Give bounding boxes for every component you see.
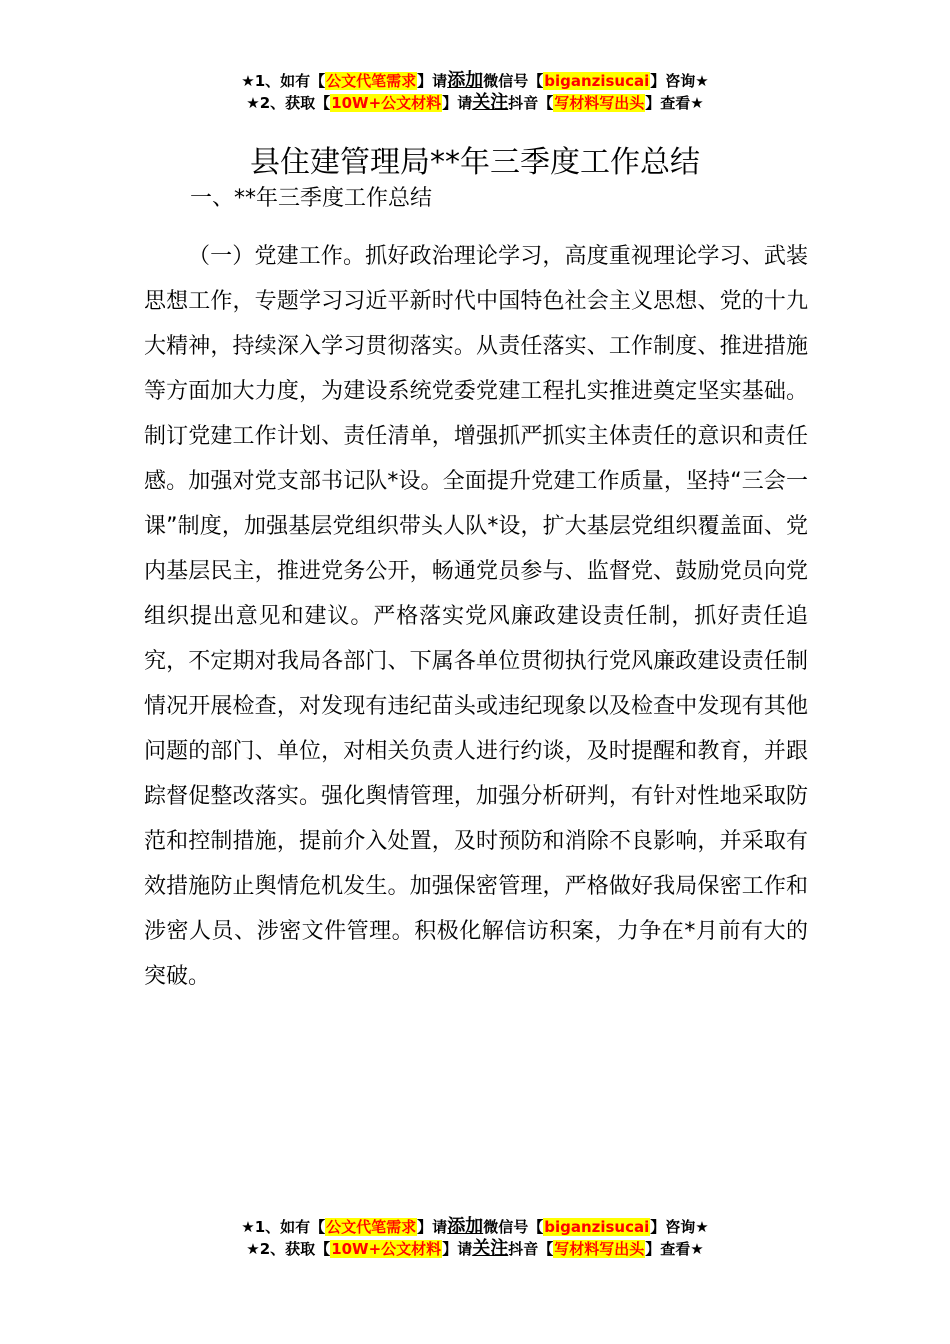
promo-underlined-text: 关注 bbox=[472, 1238, 509, 1259]
document-title: 县住建管理局**年三季度工作总结 bbox=[250, 145, 700, 181]
promo-highlight-wechat-id: biganzisucai bbox=[544, 72, 650, 90]
promo-line-1 bbox=[0, 1216, 950, 1238]
promo-text: 】咨询★ bbox=[650, 1218, 709, 1236]
promo-text: ★1、如有【 bbox=[241, 72, 326, 90]
promo-text: 抖音【 bbox=[508, 94, 554, 112]
promo-highlight-wechat-id: biganzisucai bbox=[544, 1218, 650, 1236]
section-heading: 一、**年三季度工作总结 bbox=[190, 186, 433, 211]
promo-text: 】查看★ bbox=[645, 94, 704, 112]
promo-line-2 bbox=[0, 1238, 950, 1260]
promo-text: 】请 bbox=[417, 72, 448, 90]
promo-underlined-text: 添加 bbox=[447, 1216, 484, 1237]
promo-underlined-text: 添加 bbox=[447, 70, 484, 91]
promo-text: 】请 bbox=[442, 1240, 473, 1258]
promo-text: 抖音【 bbox=[508, 1240, 554, 1258]
promo-highlight: 10W+公文材料 bbox=[331, 1240, 442, 1258]
promo-text: ★2、获取【 bbox=[246, 94, 331, 112]
top-promo-banner bbox=[0, 70, 950, 114]
promo-text: 微信号【 bbox=[483, 72, 544, 90]
promo-text: 】请 bbox=[417, 1218, 448, 1236]
promo-line-2 bbox=[0, 92, 950, 114]
promo-underlined-text: 关注 bbox=[472, 92, 509, 113]
bottom-promo-banner bbox=[0, 1216, 950, 1260]
promo-highlight: 10W+公文材料 bbox=[331, 94, 442, 112]
promo-text: 】咨询★ bbox=[650, 72, 709, 90]
promo-highlight-douyin-id: 写材料写出头 bbox=[554, 1240, 645, 1258]
promo-highlight: 公文代笔需求 bbox=[326, 1218, 417, 1236]
promo-text: 】查看★ bbox=[645, 1240, 704, 1258]
body-paragraph: （一）党建工作。抓好政治理论学习，高度重视理论学习、武装思想工作，专题学习习近平新时代中国特色社会主义思想、党的十九大精神，持续深入学习贯彻落实。从责任落实、工作制度、推进措施等方面加大力度，为建设系统党委党建工程扎实推进奠定坚实基础。制订党建工作计划、责任清单，增强抓严抓实主体责任的意识和责任感。加强对党支部书记队*设。全面提升党建工作质量，坚持“三会一课”制度，加强基层党组织带头人队*设，扩大基层党组织覆盖面、党内基层民主，推进党务公开，畅通党员参与、监督党、鼓励党员向党组织提出意见和建议。严格落实党风廉政建设责任制，抓好责任追究，不定期对我局各部门、下属各单位贯彻执行党风廉政建设责任制情况开展检查，对发现有违纪苗头或违纪现象以及检查中发现有其他问题的部门、单位，对相关负责人进行约谈，及时提醒和教育，并跟踪督促整改落实。强化舆情管理，加强分析研判，有针对性地采取防范和控制措施，提前介入处置，及时预防和消除不良影响，并采取有效措施防止舆情危机发生。加强保密管理，严格做好我局保密工作和涉密人员、涉密文件管理。积极化解信访积案，力争在*月前有大的突破。 bbox=[144, 244, 808, 989]
promo-line-1 bbox=[0, 70, 950, 92]
promo-text: ★1、如有【 bbox=[241, 1218, 326, 1236]
promo-text: 】请 bbox=[442, 94, 473, 112]
promo-highlight-douyin-id: 写材料写出头 bbox=[554, 94, 645, 112]
promo-text: ★2、获取【 bbox=[246, 1240, 331, 1258]
promo-text: 微信号【 bbox=[483, 1218, 544, 1236]
promo-highlight: 公文代笔需求 bbox=[326, 72, 417, 90]
